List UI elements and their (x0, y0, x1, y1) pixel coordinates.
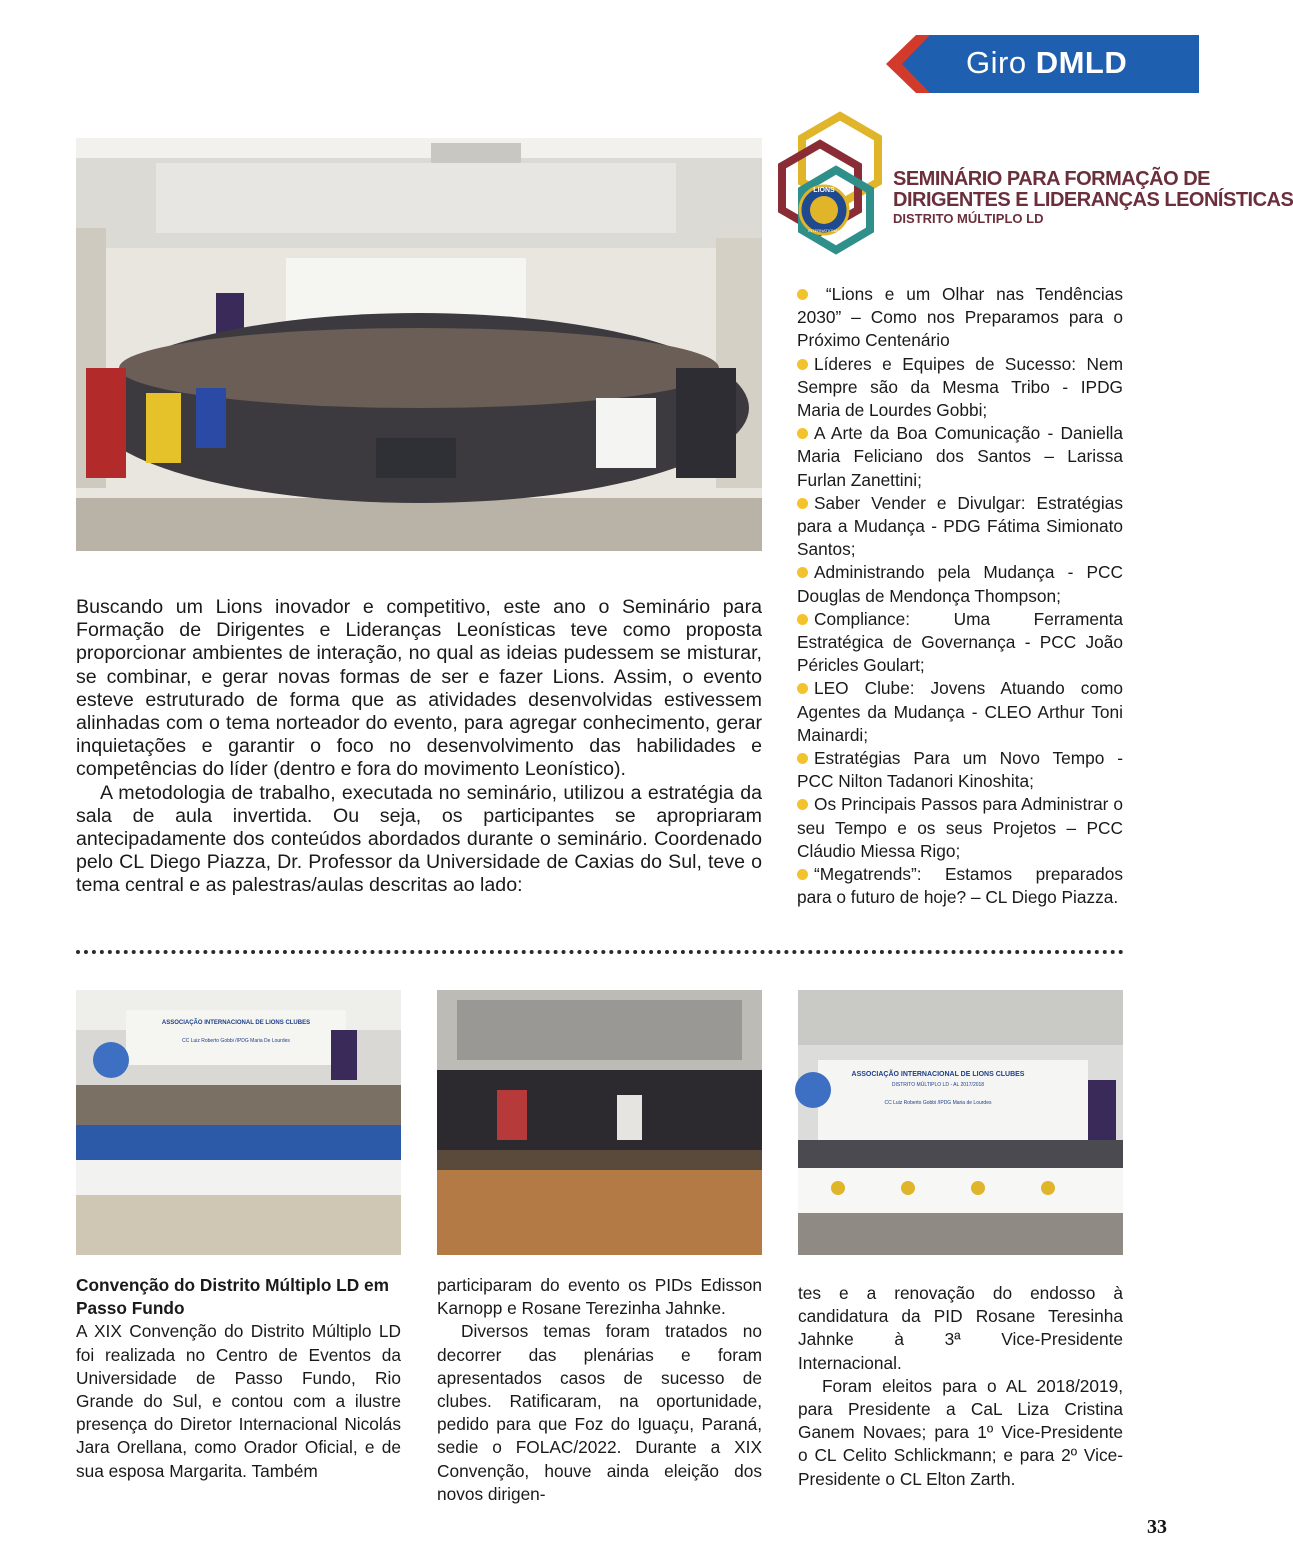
banner-subtext: DISTRITO MÚLTIPLO LD - AL 2017/2018 (891, 1082, 985, 1088)
convention-text-2a: participaram do evento os PIDs Edisson Karnopp e Rosane Terezinha Jahnke. (437, 1275, 762, 1319)
convention-photo-uniforms (76, 990, 401, 1255)
topic-item (797, 863, 1123, 909)
topic-item (797, 747, 1123, 793)
bullet-dot-icon (797, 359, 808, 370)
bullet-dot-icon (797, 683, 808, 694)
banner-subtext: CC Luiz Roberto Gobbi /IPDG Maria De Lourdes (182, 1038, 290, 1044)
bullet-dot-icon (797, 428, 808, 439)
article-paragraph-2: A metodologia de trabalho, executada no seminário, utilizou a estratégia da sala de aula invertida. Ou seja, os participantes se apropriaram antecipadamente dos conteúdos abordados durante o seminário. Coordenado pelo CL Diego Piazza, Dr. Professor da Universidade de Caxias do Sul, teve o tema central e as palestras/aulas descritas ao lado: (76, 781, 762, 897)
logo-line-2: DIRIGENTES E LIDERANÇAS LEONÍSTICAS (893, 189, 1293, 211)
convention-text-3b: Foram eleitos para o AL 2018/2019, para Presidente a CaL Liza Cristina Ganem Novaes; para 1º Vice-Presidente o CL Celito Schlickmann; e para 2º Vice-Presidente o CL Elton Zarth. (798, 1375, 1123, 1489)
bullet-dot-icon (797, 799, 808, 810)
convention-column-1 (76, 1274, 401, 1483)
article-paragraph-1: Buscando um Lions inovador e competitivo, este ano o Seminário para Formação de Dirigentes e Lideranças Leonísticas teve como proposta proporcionar ambientes de interação, no qual as ideias pudessem se misturar, se combinar, e gerar novas formas de ser e fazer Lions. Assim, o evento esteve estruturado de forma que as atividades desenvolvidas estivessem alinhadas com o tema norteador do evento, para agregar conhecimento, gerar inquietações e garantir o foco no desenvolvimento das habilidades e competências do líder (dentro e fora do movimento Leonístico). (76, 596, 762, 781)
topic-item (797, 677, 1123, 747)
seminar-article (76, 596, 762, 898)
topics-list (797, 283, 1123, 909)
banner-text: ASSOCIAÇÃO INTERNACIONAL DE LIONS CLUBES (161, 1020, 311, 1026)
topic-item (797, 492, 1123, 562)
topic-item (797, 608, 1123, 678)
convention-column-3 (798, 1282, 1123, 1491)
topic-text: “Megatrends”: Estamos preparados para o futuro de hoje? – CL Diego Piazza. (797, 864, 1123, 908)
section-title (966, 45, 1127, 81)
topic-text: A Arte da Boa Comunicação - Daniella Maria Feliciano dos Santos – Larissa Furlan Zanettini; (797, 423, 1123, 490)
convention-column-2 (437, 1274, 762, 1506)
topic-text: Os Principais Passos para Administrar o seu Tempo e os seus Projetos – PCC Cláudio Miessa Rigo; (797, 794, 1123, 861)
convention-text-1: A XIX Convenção do Distrito Múltiplo LD foi realizada no Centro de Eventos da Universidade de Passo Fundo, Rio Grande do Sul, e contou com a ilustre presença do Diretor Internacional Nicolás Jara Orellana, como Orador Oficial, e de sua esposa Margarita. Também (76, 1321, 401, 1481)
section-title-bold: DMLD (1035, 45, 1128, 80)
convention-text-2b: Diversos temas foram tratados no decorrer das plenárias e foram apresentados casos de sucesso de clubes. Ratificaram, na oportunidade, pedido para que Foz do Iguaçu, Paraná, sedie o FOLAC/2022. Durante a XIX Convenção, houve ainda eleição dos novos dirigen- (437, 1321, 762, 1504)
bullet-dot-icon (797, 289, 808, 300)
topic-item (797, 283, 1123, 353)
topic-item (797, 561, 1123, 607)
topic-text: Compliance: Uma Ferramenta Estratégica de Governança - PCC João Péricles Goulart; (797, 608, 1123, 676)
dotted-divider (76, 950, 1124, 954)
topic-item (797, 793, 1123, 863)
topic-item (797, 422, 1123, 492)
topic-text: “Lions e um Olhar nas Tendências 2030” – Como nos Preparamos para o Próximo Centenário (797, 284, 1123, 351)
section-header-tab (886, 35, 1199, 93)
topic-text: Saber Vender e Divulgar: Estratégias para a Mudança - PDG Fátima Simionato Santos; (797, 492, 1123, 560)
topic-item (797, 353, 1123, 423)
logo-line-3: DISTRITO MÚLTIPLO LD (893, 211, 1044, 226)
bullet-dot-icon (797, 753, 808, 764)
seminar-logo (778, 112, 1293, 257)
emblem-label: LIONS (813, 187, 835, 194)
banner-subtext: CC Luiz Roberto Gobbi /IPDG Maria de Lourdes (884, 1100, 992, 1106)
convention-heading: Convenção do Distrito Múltiplo LD em Passo Fundo (76, 1275, 389, 1319)
banner-text: ASSOCIAÇÃO INTERNACIONAL DE LIONS CLUBES (851, 1071, 1025, 1078)
logo-line-1: SEMINÁRIO PARA FORMAÇÃO DE (893, 168, 1210, 190)
bullet-dot-icon (797, 567, 808, 578)
topic-text: Estratégias Para um Novo Tempo - PCC Nilton Tadanori Kinoshita; (797, 748, 1123, 792)
bullet-dot-icon (797, 614, 808, 625)
convention-photo-group (437, 990, 762, 1255)
page-number: 33 (1147, 1516, 1167, 1538)
topic-text: Líderes e Equipes de Sucesso: Nem Sempre são da Mesma Tribo - IPDG Maria de Lourdes Gobbi; (797, 353, 1123, 421)
convention-text-3a: tes e a renovação do endosso à candidatura da PID Rosane Teresinha Jahnke à 3ª Vice-Presidente Internacional. (798, 1283, 1123, 1373)
bullet-dot-icon (797, 498, 808, 509)
topic-text: Administrando pela Mudança - PCC Douglas de Mendonça Thompson; (797, 562, 1123, 606)
seminar-group-photo (76, 138, 762, 551)
emblem-sublabel: INTERNATIONAL (808, 228, 840, 233)
lions-emblem-icon (778, 112, 888, 257)
convention-photo-table (798, 990, 1123, 1255)
bullet-dot-icon (797, 869, 808, 880)
section-title-regular: Giro (966, 45, 1027, 80)
logo-title (893, 169, 1293, 227)
topic-text: LEO Clube: Jovens Atuando como Agentes da Mudança - CLEO Arthur Toni Mainardi; (797, 678, 1123, 745)
